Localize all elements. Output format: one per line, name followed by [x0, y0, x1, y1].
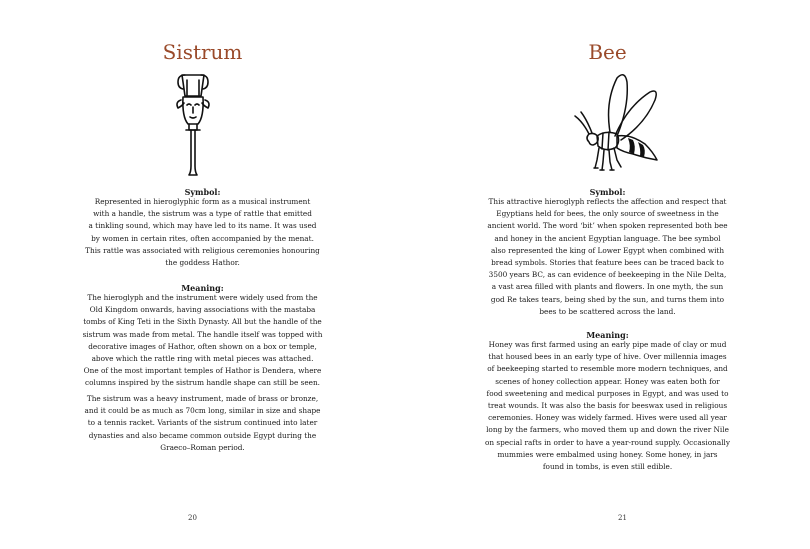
symbol-paragraph: [405, 196, 810, 318]
text-line: This rattle was associated with religious ceremonies honouring: [85, 245, 320, 255]
text-line: and honey in the ancient Egyptian language. The bee symbol: [494, 233, 721, 243]
extra-paragraph: [0, 393, 405, 454]
text-line: also represented the king of Lower Egypt when combined with: [490, 245, 725, 255]
page-title-sistrum: Sistrum: [162, 40, 243, 64]
text-line: long by the farmers, who moved them up and down the river Nile: [486, 425, 729, 435]
text-line: columns inspired by the sistrum handle shape can still be seen.: [85, 378, 320, 388]
symbol-heading: Symbol:: [589, 187, 626, 197]
text-line: 3500 years BC, as can evidence of beekeeping in the Nile Delta,: [488, 270, 727, 280]
text-line: The sistrum was a heavy instrument, made of brass or bronze,: [86, 394, 319, 403]
text-line: the goddess Hathor.: [165, 258, 240, 268]
right-page: [405, 0, 810, 549]
text-line: scenes of honey collection appear. Honey was eaten both for: [495, 376, 720, 386]
text-line: treat wounds. It was also the basis for beeswax used in religious: [487, 401, 728, 411]
text-line: and it could be as much as 70cm long, similar in size and shape: [84, 406, 321, 416]
text-line: bees to be scattered across the land.: [539, 306, 676, 316]
text-line: a vast area filled with plants and flowers. In one myth, the sun: [491, 282, 724, 292]
meaning-heading: Meaning:: [181, 283, 224, 293]
page-title-bee: Bee: [588, 40, 627, 64]
meaning-heading: Meaning:: [586, 330, 629, 340]
text-line: mummies were embalmed using honey. Some honey, in jars: [497, 449, 718, 459]
text-line: food sweetening and medical purposes in Egypt, and was used to: [486, 388, 729, 398]
meaning-paragraph: [405, 339, 810, 473]
text-line: sistrum was made from metal. The handle itself was topped with: [82, 329, 323, 339]
text-line: of beekeeping started to resemble more modern techniques, and: [487, 364, 728, 374]
symbol-paragraph: [0, 196, 405, 269]
text-line: ancient world. The word ‘bit’ when spoken represented both bee: [487, 221, 728, 231]
text-line: with a handle, the sistrum was a type of rattle that emitted: [93, 209, 312, 219]
sistrum-hieroglyph-icon: [170, 72, 216, 182]
text-line: found in tombs, is even still edible.: [542, 462, 673, 472]
text-line: bread symbols. Stories that feature bees can be traced back to: [491, 258, 724, 268]
text-line: on special rafts in order to have a year-round supply. Occasionally: [484, 437, 730, 447]
text-line: decorative images of Hathor, often shown on a box or temple,: [88, 341, 317, 351]
text-line: Graeco–Roman period.: [160, 442, 245, 452]
text-line: god Re takes tears, being shed by the sun, and turns them into: [490, 294, 725, 304]
text-line: Represented in hieroglyphic form as a musical instrument: [94, 197, 311, 206]
text-line: dynasties and also became common outside Egypt during the: [88, 430, 317, 440]
text-line: Old Kingdom onwards, having associations with the mastaba: [89, 305, 316, 315]
text-line: Egyptians held for bees, the only source of sweetness in the: [496, 209, 719, 219]
text-line: tombs of King Teti in the Sixth Dynasty. All but the handle of the: [83, 317, 322, 327]
text-line: that housed bees in an early type of hive. Over millennia images: [488, 352, 727, 362]
text-line: Honey was first farmed using an early pipe made of clay or mud: [488, 340, 727, 349]
text-line: a tinkling sound, which may have led to its name. It was used: [88, 221, 317, 231]
text-line: One of the most important temples of Hathor is Dendera, where: [83, 366, 322, 376]
text-line: ceremonies. Honey was widely farmed. Hives were used all year: [488, 413, 727, 423]
text-line: to a tennis racket. Variants of the sistrum continued into later: [87, 418, 318, 428]
page-number: 20: [188, 514, 197, 522]
text-line: above which the rattle ring with metal pieces was attached.: [91, 354, 314, 364]
meaning-paragraph: [0, 292, 405, 390]
text-line: This attractive hieroglyph reflects the affection and respect that: [488, 197, 727, 206]
text-line: by women in certain rites, often accompanied by the menat.: [91, 233, 314, 243]
page-number: 21: [618, 514, 627, 522]
bee-hieroglyph-icon: [565, 72, 665, 177]
symbol-heading: Symbol:: [184, 187, 221, 197]
text-line: The hieroglyph and the instrument were widely used from the: [87, 293, 318, 302]
